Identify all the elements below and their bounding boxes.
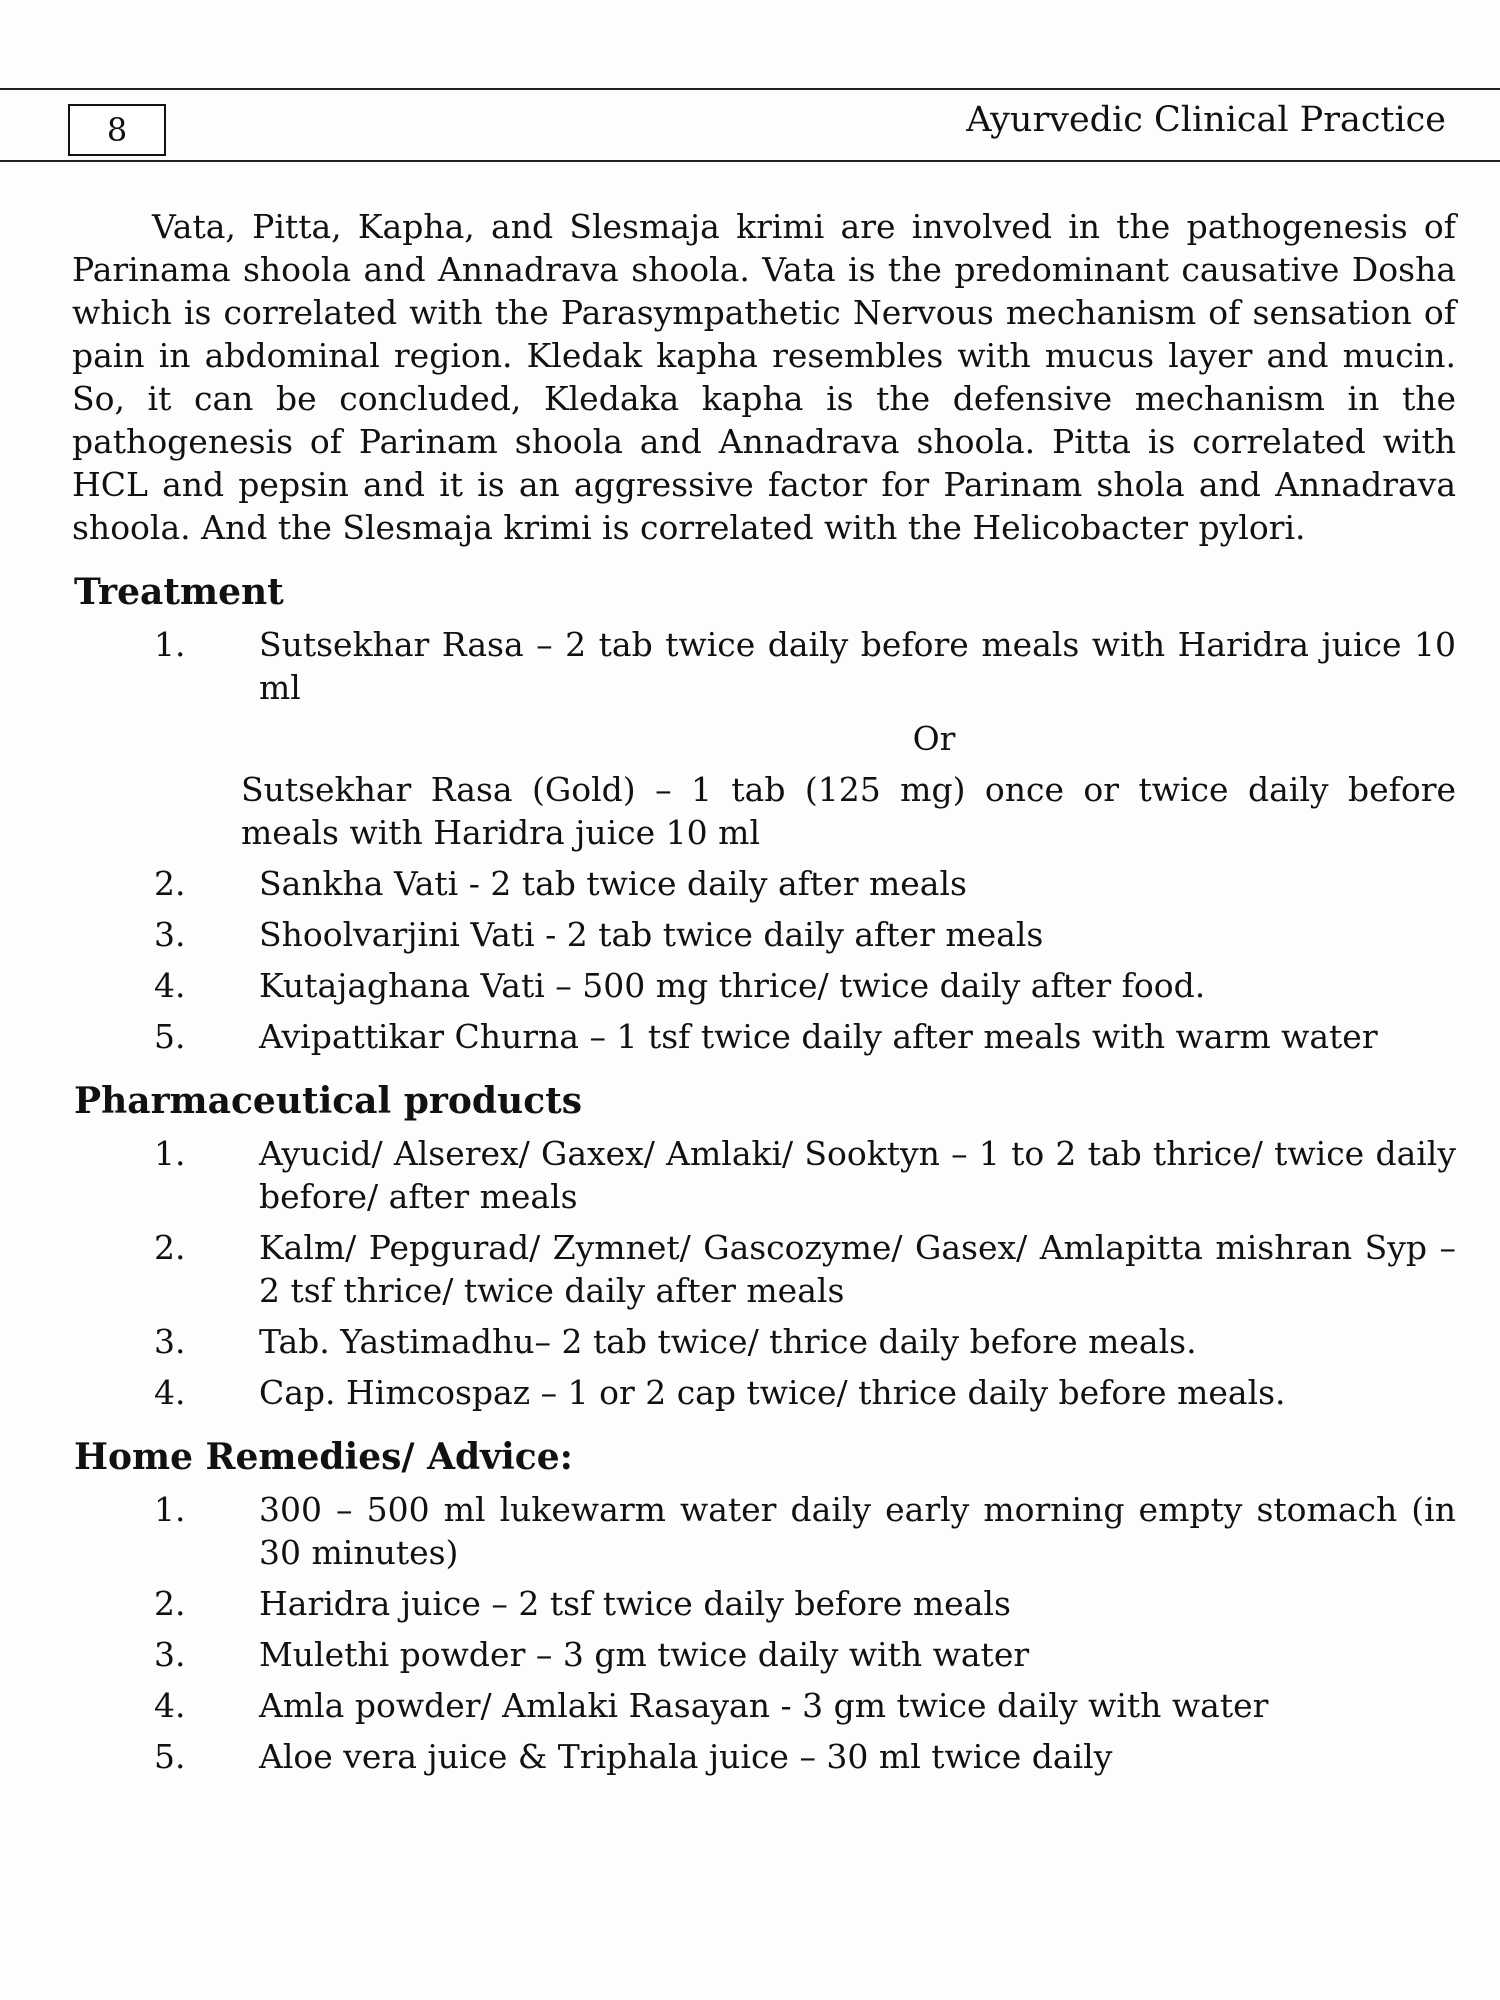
item-text: Aloe vera juice & Triphala juice – 30 ml twice daily — [259, 1737, 1113, 1776]
or-separator: Or — [912, 719, 956, 758]
item-text: Sutsekhar Rasa – 2 tab twice daily before meals with Haridra juice 10 ml — [259, 625, 1456, 707]
home-remedies-heading: Home Remedies/ Advice: — [74, 1436, 573, 1478]
item-number: 3. — [154, 915, 186, 954]
item-number: 5. — [154, 1737, 186, 1776]
treatment-heading: Treatment — [74, 571, 284, 613]
list-item — [72, 1633, 1456, 1676]
item-number: 1. — [154, 1490, 186, 1529]
item-alternative: Sutsekhar Rasa (Gold) – 1 tab (125 mg) once or twice daily before meals with Haridra juice 10 ml — [241, 770, 1456, 852]
home-remedies-list — [72, 1488, 1456, 1778]
item-text: Haridra juice – 2 tsf twice daily before meals — [259, 1584, 1011, 1623]
item-number: 4. — [154, 1686, 186, 1725]
treatment-list — [72, 623, 1456, 1058]
item-number: 1. — [154, 1134, 186, 1173]
list-item — [72, 1132, 1456, 1218]
item-number: 3. — [154, 1322, 186, 1361]
page-body — [72, 205, 1456, 1786]
item-text: Avipattikar Churna – 1 tsf twice daily after meals with warm water — [259, 1017, 1378, 1056]
list-item — [72, 1684, 1456, 1727]
item-text: Kutajaghana Vati – 500 mg thrice/ twice daily after food. — [259, 966, 1206, 1005]
list-item — [72, 1320, 1456, 1363]
item-text: Kalm/ Pepgurad/ Zymnet/ Gascozyme/ Gasex/ Amlapitta mishran Syp – 2 tsf thrice/ twice daily after meals — [259, 1228, 1456, 1310]
page-number: 8 — [68, 104, 166, 156]
running-title: Ayurvedic Clinical Practice — [966, 100, 1446, 140]
list-item — [72, 623, 1456, 709]
list-item — [72, 1735, 1456, 1778]
pharmaceutical-list — [72, 1132, 1456, 1414]
list-item — [72, 1015, 1456, 1058]
item-number: 2. — [154, 1228, 186, 1267]
item-number: 5. — [154, 1017, 186, 1056]
item-text: Amla powder/ Amlaki Rasayan - 3 gm twice daily with water — [259, 1686, 1269, 1725]
item-text: Ayucid/ Alserex/ Gaxex/ Amlaki/ Sooktyn – 1 to 2 tab thrice/ twice daily before/ after meals — [259, 1134, 1456, 1216]
list-item — [72, 1582, 1456, 1625]
item-number: 2. — [154, 864, 186, 903]
list-item — [72, 862, 1456, 905]
item-number: 3. — [154, 1635, 186, 1674]
item-number: 4. — [154, 1373, 186, 1412]
intro-paragraph: Vata, Pitta, Kapha, and Slesmaja krimi are involved in the pathogenesis of Parinama shoola and Annadrava shoola. Vata is the predominant causative Dosha which is correlated with the Parasympathetic Nervous mechanism of sensation of pain in abdominal region. Kledak kapha resembles with mucus layer and mucin. So, it can be concluded, Kledaka kapha is the defensive mechanism in the pathogenesis of Parinam shoola and Annadrava shoola. Pitta is correlated with HCL and pepsin and it is an aggressive factor for Parinam shola and Annadrava shoola. And the Slesmaja krimi is correlated with the Helicobacter pylori. — [72, 207, 1456, 547]
list-item — [72, 1371, 1456, 1414]
item-text: Cap. Himcospaz – 1 or 2 cap twice/ thrice daily before meals. — [259, 1373, 1286, 1412]
pharmaceutical-heading: Pharmaceutical products — [74, 1080, 583, 1122]
header-rule-top — [0, 88, 1500, 90]
item-text: Sankha Vati - 2 tab twice daily after meals — [259, 864, 967, 903]
item-text: Tab. Yastimadhu– 2 tab twice/ thrice daily before meals. — [259, 1322, 1197, 1361]
list-item — [72, 1488, 1456, 1574]
item-text: 300 – 500 ml lukewarm water daily early morning empty stomach (in 30 minutes) — [259, 1490, 1456, 1572]
list-item — [72, 913, 1456, 956]
header-rule-bottom — [0, 160, 1500, 162]
item-text: Mulethi powder – 3 gm twice daily with water — [259, 1635, 1030, 1674]
item-number: 1. — [154, 625, 186, 664]
item-number: 4. — [154, 966, 186, 1005]
item-number: 2. — [154, 1584, 186, 1623]
list-item — [72, 1226, 1456, 1312]
item-text: Shoolvarjini Vati - 2 tab twice daily after meals — [259, 915, 1044, 954]
list-item — [72, 964, 1456, 1007]
